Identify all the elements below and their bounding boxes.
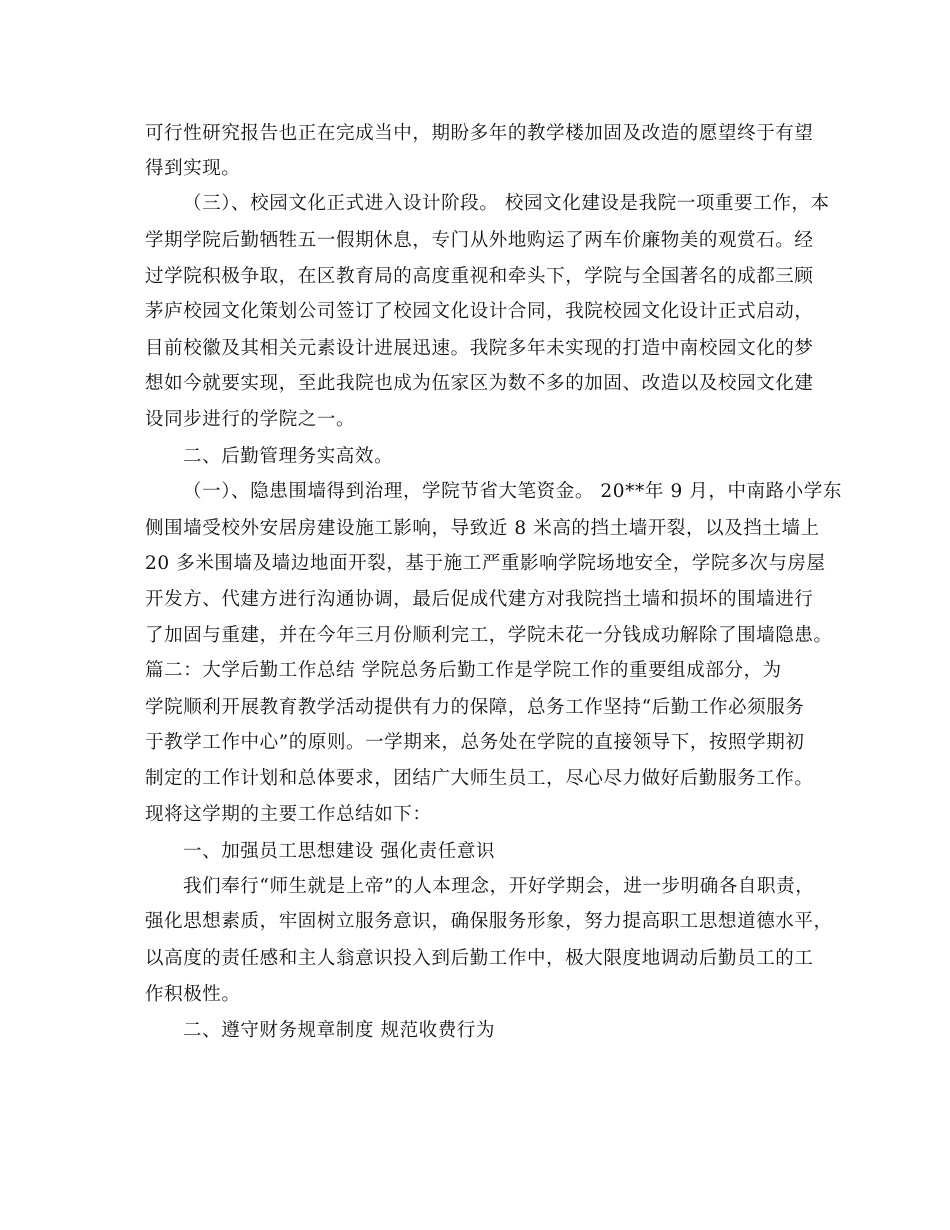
text-line: 我们奉行“师生就是上帝”的人本理念，开好学期会，进一步明确各自职责， — [183, 876, 815, 897]
text-line: 一、加强员工思想建设 强化责任意识 — [183, 841, 496, 862]
text-line: （三）、校园文化正式进入设计阶段。 校园文化建设是我院一项重要工作，本 — [183, 193, 830, 214]
text-line: 作积极性。 — [145, 984, 241, 1005]
text-line: 设同步进行的学院之一。 — [145, 409, 356, 430]
text-line: 学院顺利开展教育教学活动提供有力的保障，总务工作坚持“后勤工作必须服务 — [145, 697, 805, 718]
text-line: 现将这学期的主要工作总结如下： — [145, 804, 432, 825]
text-line: 茅庐校园文化策划公司签订了校园文化设计合同，我院校园文化设计正式启动， — [145, 301, 814, 322]
text-line: 得到实现。 — [145, 158, 241, 179]
text-line: 过学院积极争取，在区教育局的高度重视和牵头下，学院与全国著名的成都三顾 — [145, 266, 814, 287]
text-line: 想如今就要实现，至此我院也成为伍家区为数不多的加固、改造以及校园文化建 — [145, 373, 814, 394]
text-line: 于教学工作中心”的原则。一学期来，总务处在学院的直接领导下，按照学期初 — [145, 732, 805, 753]
text-line: 二、后勤管理务实高效。 — [183, 446, 394, 467]
text-line: 开发方、代建方进行沟通协调，最后促成代建方对我院挡土墙和损坏的围墙进行 — [145, 589, 814, 610]
text-line: 可行性研究报告也正在完成当中，期盼多年的教学楼加固及改造的愿望终于有望 — [145, 123, 814, 144]
text-line: 目前校徽及其相关元素设计进展迅速。我院多年未实现的打造中南校园文化的梦 — [145, 338, 814, 359]
text-line: 了加固与重建，并在今年三月份顺利完工，学院未花一分钱成功解除了围墙隐患。 — [145, 625, 833, 646]
text-line: 学期学院后勤牺牲五一假期休息，专门从外地购运了两车价廉物美的观赏石。经 — [145, 230, 814, 251]
text-line: （一）、隐患围墙得到治理，学院节省大笔资金。 20**年 9 月，中南路小学东 — [183, 481, 843, 502]
text-line: 二、遵守财务规章制度 规范收费行为 — [183, 1020, 496, 1041]
text-line: 强化思想素质，牢固树立服务意识，确保服务形象，努力提高职工思想道德水平， — [145, 911, 833, 932]
text-line: 侧围墙受校外安居房建设施工影响，导致近 8 米高的挡土墙开裂，以及挡土墙上 — [145, 518, 820, 539]
text-line: 20 多米围墙及墙边地面开裂，基于施工严重影响学院场地安全，学院多次与房屋 — [145, 553, 826, 574]
text-line: 篇二：大学后勤工作总结 学院总务后勤工作是学院工作的重要组成部分，为 — [145, 660, 782, 681]
text-line: 以高度的责任感和主人翁意识投入到后勤工作中，极大限度地调动后勤员工的工 — [145, 948, 814, 969]
text-line: 制定的工作计划和总体要求，团结广大师生员工，尽心尽力做好后勤服务工作。 — [145, 768, 814, 789]
